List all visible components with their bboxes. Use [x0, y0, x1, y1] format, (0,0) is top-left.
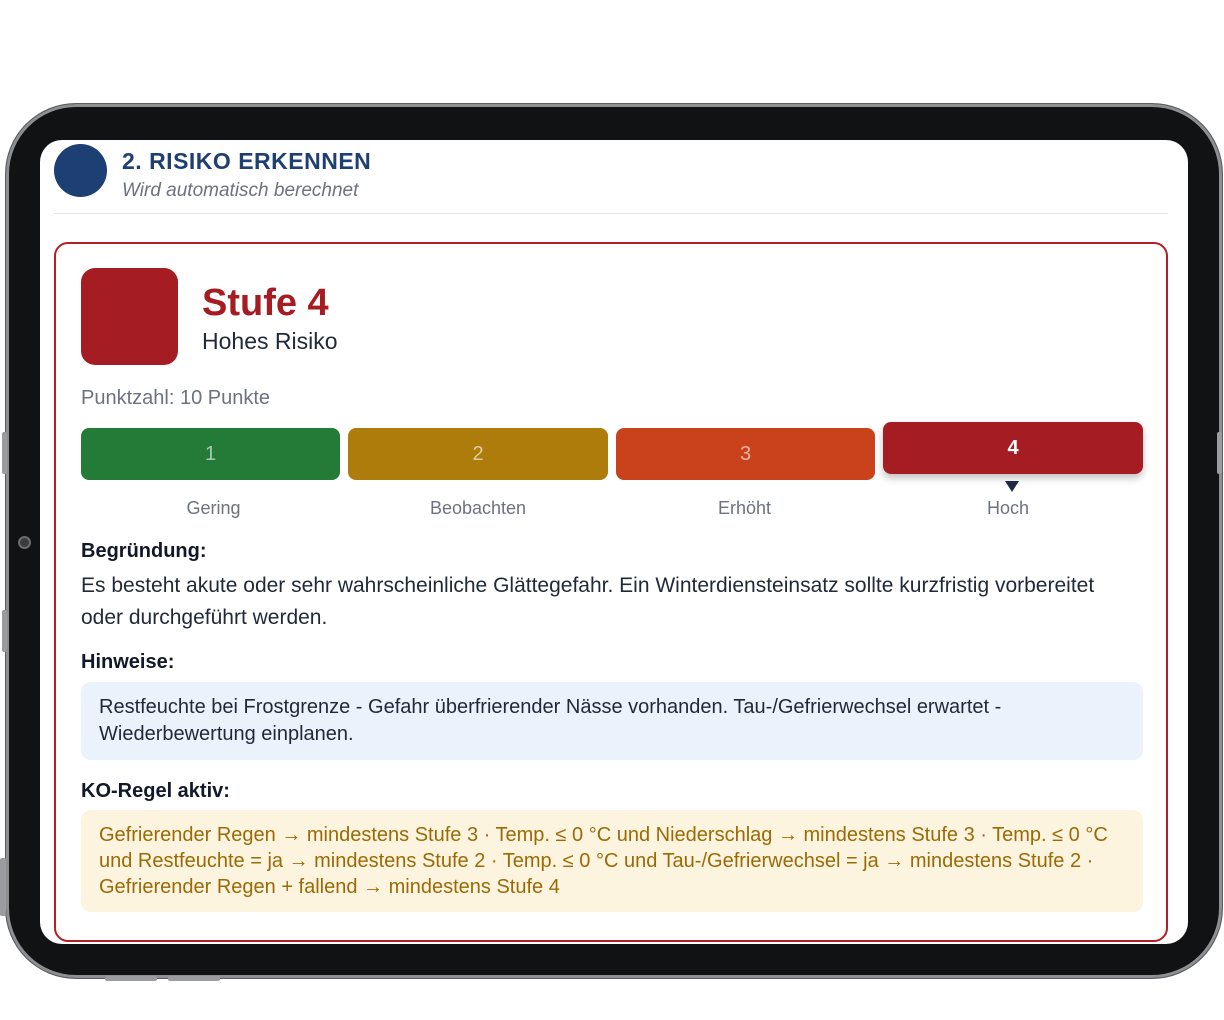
step-indicator-icon	[54, 144, 107, 197]
volume-button	[2, 610, 7, 652]
notes-heading: Hinweise:	[81, 651, 175, 673]
volume-button	[2, 432, 7, 474]
bottom-button	[105, 976, 157, 981]
risk-scale-segment-4-active: 4	[883, 422, 1143, 474]
camera-icon	[18, 536, 31, 549]
risk-scale	[81, 424, 1143, 524]
active-level-pointer-icon	[1005, 481, 1019, 492]
reasoning-heading: Begründung:	[81, 540, 207, 562]
risk-scale-segment-2: 2	[348, 428, 608, 480]
ko-rule-box: Gefrierender Regen → mindestens Stufe 3 · Temp. ≤ 0 °C und Niederschlag → mindestens Stufe 3 · Temp. ≤ 0 °C und Restfeuchte = ja → mindestens Stufe 2 · Temp. ≤ 0 °C und Tau-/Gefrierwechsel = ja → mindestens Stufe 2 · Gefrierender Regen + fallend → mindestens Stufe 4	[81, 810, 1143, 912]
screen	[40, 140, 1188, 944]
risk-scale-segment-1: 1	[81, 428, 340, 480]
ko-rule-heading: KO-Regel aktiv:	[81, 780, 230, 802]
risk-scale-label-1: Gering	[186, 498, 241, 518]
risk-level-name: Hohes Risiko	[202, 328, 338, 354]
risk-level-badge	[81, 268, 178, 365]
bottom-button	[168, 976, 220, 981]
risk-scale-label-3: Erhöht	[717, 498, 772, 518]
side-button	[0, 858, 6, 916]
score-text: Punktzahl: 10 Punkte	[81, 387, 271, 409]
reasoning-text: Es besteht akute oder sehr wahrscheinliche Glättegefahr. Ein Winterdiensteinsatz sollte kurzfristig vorbereitet oder durchgeführt werden.	[81, 574, 1095, 629]
risk-scale-label-2: Beobachten	[429, 498, 527, 518]
risk-level-title: Stufe 4	[202, 282, 329, 324]
step-header	[54, 144, 1168, 214]
divider	[54, 213, 1168, 214]
notes-box: Restfeuchte bei Frostgrenze - Gefahr überfrierender Nässe vorhanden. Tau-/Gefrierwechsel erwartet - Wiederbewertung einplanen.	[81, 682, 1143, 760]
risk-scale-label-4: Hoch	[986, 498, 1030, 518]
step-subtitle: Wird automatisch berechnet	[122, 180, 359, 201]
power-button	[1217, 432, 1222, 474]
step-title: 2. RISIKO ERKENNEN	[122, 148, 372, 174]
risk-scale-segment-3: 3	[616, 428, 875, 480]
risk-card	[54, 242, 1168, 942]
